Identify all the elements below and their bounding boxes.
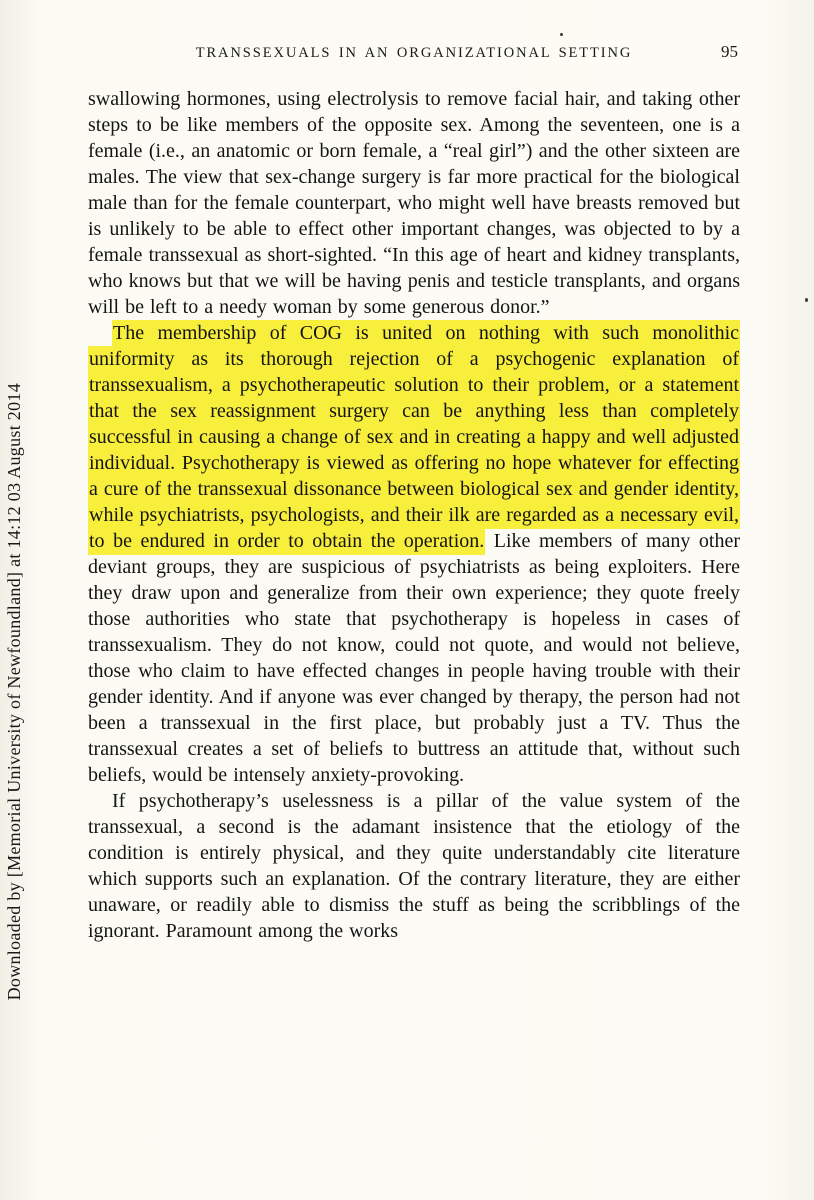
paragraph-text: Like members of many other deviant groups, they are suspicious of psychiatrists as being exploiters. Here they draw upon and generalize from their own experience; they quote freely those authorities who state that psychotherapy is hopeless in cases of transsexualism. They do not know, could not quote, and would not believe, those who claim to have effected changes in people having trouble with their gender identity. And if anyone was ever changed by therapy, the person had not been a transsexual in the first place, but probably just a TV. Thus the transsexual creates a set of beliefs to buttress an attitude that, without such beliefs, would be intensely anxiety-provoking. [88, 530, 741, 786]
highlighted-passage: The membership of COG is united on nothing with such monolithic uniformity as its thorough rejection of a psychogenic explanation of transsexualism, a psychotherapeutic solution to their problem, or a statement that the sex reassignment surgery can be anything less than completely successful in causing a change of sex and in creating a happy and well adjusted individual. Psychotherapy is viewed as offering no hope whatever for effecting a cure of the transsexual dissonance between biological sex and gender identity, while psychiatrists, psychologists, and their ilk are regarded as a necessary evil, to be endured in order to obtain the operation. [88, 320, 740, 555]
paragraph-highlighted [88, 320, 740, 788]
download-watermark: Downloaded by [Memorial University of Newfoundland] at 14:12 03 August 2014 [4, 383, 24, 1001]
scan-speck [805, 298, 808, 302]
running-header-title: TRANSSEXUALS IN AN ORGANIZATIONAL SETTING [195, 45, 633, 61]
paragraph: If psychotherapy’s uselessness is a pillar of the value system of the transsexual, a second is the adamant insistence that the etiology of the condition is entirely physical, and they quite understandably cite literature which supports such an explanation. Of the contrary literature, they are either unaware, or readily able to dismiss the stuff as being the scribblings of the ignorant. Paramount among the works [88, 790, 740, 942]
scan-speck [560, 33, 563, 36]
page-number: 95 [721, 42, 738, 61]
page-body [88, 86, 740, 944]
running-header [88, 42, 740, 67]
paragraph-continuation: swallowing hormones, using electrolysis to remove facial hair, and taking other steps to be like members of the opposite sex. Among the seventeen, one is a female (i.e., an anatomic or born female, a “real girl”) and the other sixteen are males. The view that sex-change surgery is far more practical for the biological male than for the female counterpart, who might well have breasts removed but is unlikely to be able to effect other important changes, was objected to by a female transsexual as short-sighted. “In this age of heart and kidney transplants, who knows but that we will be having penis and testicle transplants, and organs will be left to a needy woman by some generous donor.” [88, 88, 740, 318]
